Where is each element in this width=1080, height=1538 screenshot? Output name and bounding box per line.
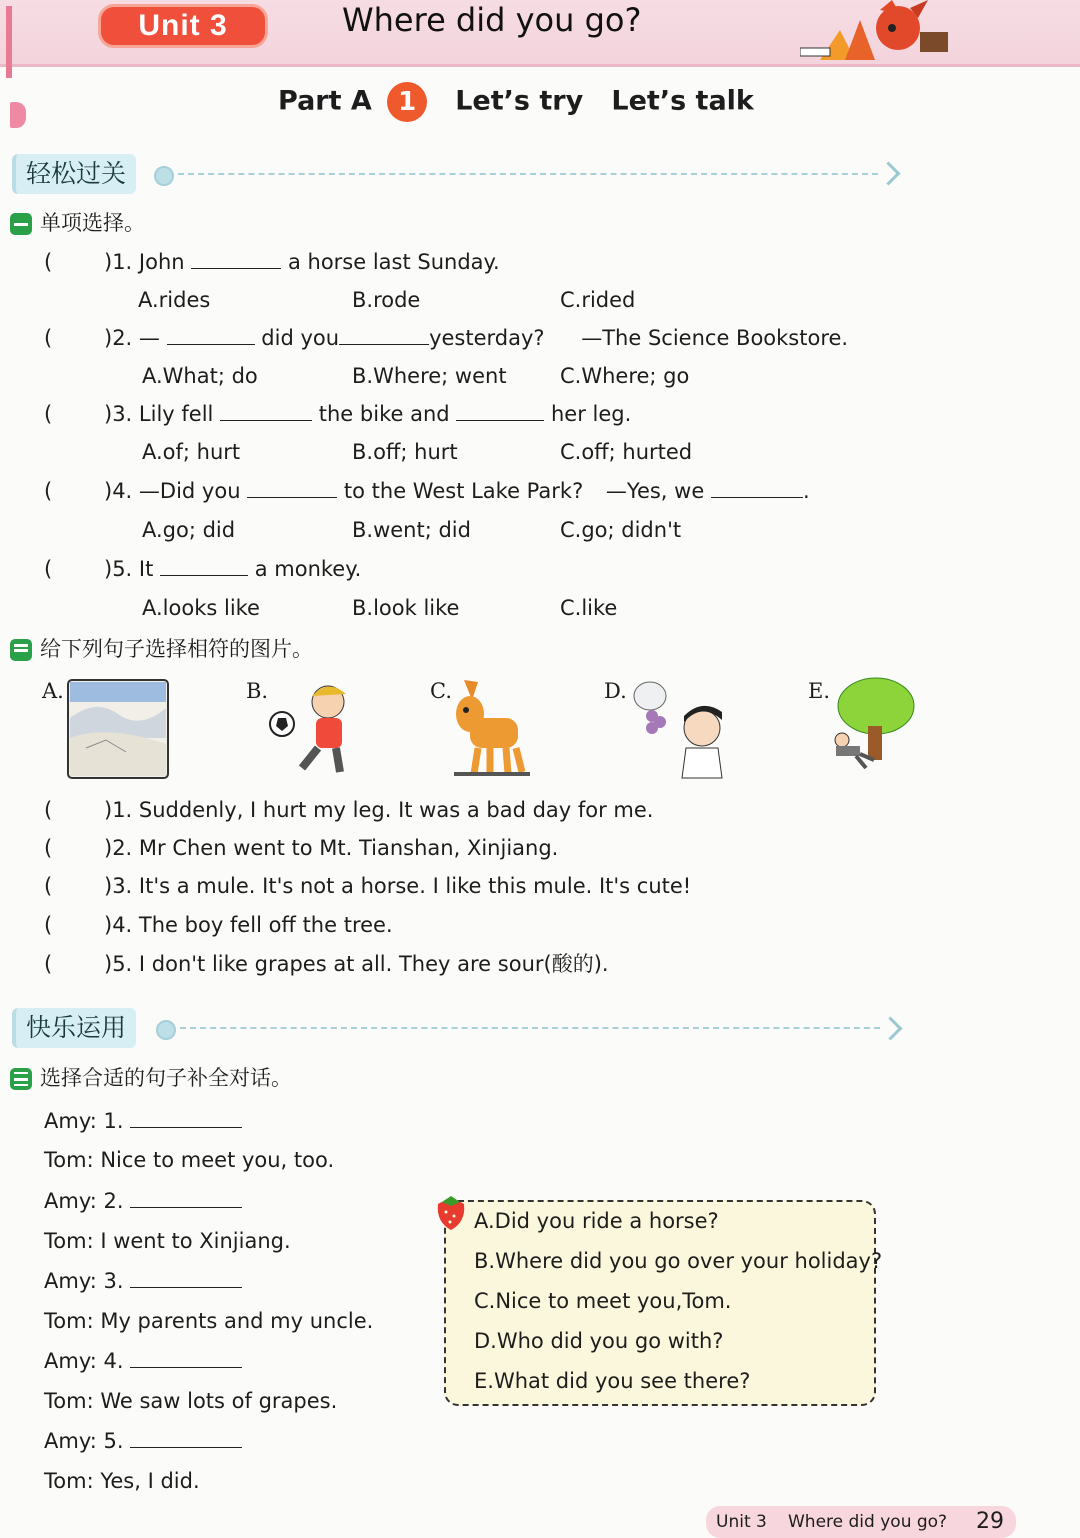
question-4 bbox=[104, 477, 810, 505]
picture-sentence-2: )2. Mr Chen went to Mt. Tianshan, Xinjiang. bbox=[104, 836, 559, 860]
question-text: —Yes, we bbox=[605, 479, 705, 503]
answer-blank[interactable] bbox=[160, 555, 248, 576]
dialogue-text: 5. bbox=[103, 1429, 124, 1453]
dialogue-line bbox=[44, 1267, 242, 1295]
picture-letter-e: E. bbox=[808, 679, 831, 703]
mountain-landscape-picture bbox=[66, 678, 170, 780]
answer-blank[interactable] bbox=[456, 400, 544, 421]
answer-paren: ( bbox=[44, 479, 53, 503]
question-1 bbox=[104, 248, 500, 276]
dialogue-option-c: C.Nice to meet you,Tom. bbox=[474, 1289, 732, 1313]
dialogue-text: 2. bbox=[103, 1189, 124, 1213]
speaker: Amy: bbox=[44, 1269, 97, 1293]
question-text: John bbox=[138, 250, 185, 274]
dialogue-line bbox=[44, 1387, 337, 1415]
part-heading bbox=[278, 82, 754, 122]
question-text: . bbox=[802, 479, 810, 503]
answer-blank[interactable] bbox=[247, 477, 337, 498]
speaker: Amy: bbox=[44, 1429, 97, 1453]
speaker: Tom: bbox=[44, 1389, 94, 1413]
question-text: yesterday? bbox=[429, 326, 545, 350]
option: A.looks like bbox=[142, 596, 260, 620]
speaker: Amy: bbox=[44, 1109, 97, 1133]
question-text: —The Science Bookstore. bbox=[581, 326, 849, 350]
task2-heading-text: 给下列句子选择相符的图片。 bbox=[40, 637, 313, 661]
part-label: Part A bbox=[278, 85, 372, 117]
question-text: a monkey. bbox=[254, 557, 362, 581]
task-one-icon bbox=[10, 213, 32, 235]
speaker: Tom: bbox=[44, 1469, 94, 1493]
section-arrow-icon bbox=[878, 1016, 902, 1040]
question-2 bbox=[104, 324, 848, 352]
dialogue-text: We saw lots of grapes. bbox=[100, 1389, 338, 1413]
answer-paren: ( bbox=[44, 557, 53, 581]
task3-heading-text: 选择合适的句子补全对话。 bbox=[40, 1066, 292, 1090]
fox-mascot-illustration bbox=[800, 0, 950, 62]
answer-paren: ( bbox=[44, 402, 53, 426]
picture-sentence-1: )1. Suddenly, I hurt my leg. It was a bad day for me. bbox=[104, 798, 654, 822]
option: B.Where; went bbox=[352, 364, 507, 388]
dialogue-line bbox=[44, 1467, 200, 1495]
question-3 bbox=[104, 400, 631, 428]
speaker: Amy: bbox=[44, 1189, 97, 1213]
question-text: — bbox=[138, 326, 160, 350]
section-dashed-line bbox=[178, 173, 878, 175]
unit-badge: Unit 3 bbox=[98, 4, 268, 48]
dialogue-options-box bbox=[444, 1200, 883, 1406]
dialogue-text: Yes, I did. bbox=[100, 1469, 200, 1493]
page-tab-mark bbox=[10, 102, 26, 128]
option: A.of; hurt bbox=[142, 440, 241, 464]
task-two-icon bbox=[10, 639, 32, 661]
answer-paren: ( bbox=[44, 913, 53, 937]
option: A.rides bbox=[138, 288, 211, 312]
dialogue-text: I went to Xinjiang. bbox=[100, 1229, 291, 1253]
dialogue-text: My parents and my uncle. bbox=[100, 1309, 374, 1333]
answer-paren: ( bbox=[44, 250, 53, 274]
question-number: )2. bbox=[104, 326, 133, 350]
dialogue-line bbox=[44, 1107, 242, 1135]
speaker: Amy: bbox=[44, 1349, 97, 1373]
footer-unit: Unit 3 bbox=[716, 1512, 767, 1532]
answer-blank[interactable] bbox=[339, 324, 429, 345]
unit-title: Where did you go? bbox=[342, 1, 642, 39]
section-dot bbox=[156, 1020, 176, 1040]
task1-heading-text: 单项选择。 bbox=[40, 211, 145, 235]
part-sections: Let’s try Let’s talk bbox=[455, 85, 754, 117]
page-edge-mark bbox=[6, 6, 12, 78]
task1-heading bbox=[10, 208, 145, 238]
option: C.off; hurted bbox=[560, 440, 693, 464]
dialogue-line bbox=[44, 1307, 373, 1335]
answer-paren: ( bbox=[44, 798, 53, 822]
page-number: 29 bbox=[976, 1509, 1004, 1534]
dialogue-line bbox=[44, 1187, 242, 1215]
section-label-apply: 快乐运用 bbox=[12, 1008, 136, 1048]
speaker: Tom: bbox=[44, 1148, 94, 1172]
dialogue-option-b: B.Where did you go over your holiday? bbox=[474, 1249, 883, 1273]
question-number: )4. bbox=[104, 479, 133, 503]
question-text: the bike and bbox=[318, 402, 450, 426]
question-text: —Did you bbox=[138, 479, 241, 503]
task3-heading bbox=[10, 1063, 292, 1093]
boy-football-picture bbox=[266, 676, 356, 776]
answer-blank[interactable] bbox=[130, 1427, 242, 1448]
option: B.look like bbox=[352, 596, 460, 620]
girl-grapes-picture bbox=[626, 676, 730, 782]
dialogue-line bbox=[44, 1146, 334, 1174]
picture-letter-a: A. bbox=[42, 679, 64, 703]
answer-blank[interactable] bbox=[711, 477, 803, 498]
option: C.like bbox=[560, 596, 618, 620]
picture-sentence-4: )4. The boy fell off the tree. bbox=[104, 913, 393, 937]
picture-letter-b: B. bbox=[246, 679, 269, 703]
option: A.go; did bbox=[142, 518, 236, 542]
answer-blank[interactable] bbox=[191, 248, 281, 269]
answer-paren: ( bbox=[44, 326, 53, 350]
answer-blank[interactable] bbox=[220, 400, 312, 421]
question-text: did you bbox=[261, 326, 340, 350]
option: C.Where; go bbox=[560, 364, 690, 388]
picture-sentence-5: )5. I don't like grapes at all. They are sour(酸的). bbox=[104, 952, 609, 976]
option: C.rided bbox=[560, 288, 636, 312]
question-number: )1. bbox=[104, 250, 133, 274]
mule-picture bbox=[450, 678, 532, 780]
option: A.What; do bbox=[142, 364, 258, 388]
answer-paren: ( bbox=[44, 874, 53, 898]
section-dashed-line bbox=[180, 1027, 880, 1029]
dialogue-option-e: E.What did you see there? bbox=[474, 1369, 751, 1393]
option: B.went; did bbox=[352, 518, 471, 542]
dialogue-option-a: A.Did you ride a horse? bbox=[474, 1209, 719, 1233]
dialogue-line bbox=[44, 1227, 291, 1255]
question-text: her leg. bbox=[550, 402, 632, 426]
question-text: It bbox=[138, 557, 154, 581]
question-number: )5. bbox=[104, 557, 133, 581]
task-three-icon bbox=[10, 1068, 32, 1090]
answer-blank[interactable] bbox=[167, 324, 255, 345]
picture-letter-d: D. bbox=[604, 679, 627, 703]
dialogue-line bbox=[44, 1427, 242, 1455]
dialogue-text: 3. bbox=[103, 1269, 124, 1293]
answer-paren: ( bbox=[44, 952, 53, 976]
option: B.rode bbox=[352, 288, 421, 312]
dialogue-option-d: D.Who did you go with? bbox=[474, 1329, 724, 1353]
question-number: )3. bbox=[104, 402, 133, 426]
strawberry-icon bbox=[432, 1192, 470, 1232]
option: C.go; didn't bbox=[560, 518, 682, 542]
speaker: Tom: bbox=[44, 1229, 94, 1253]
question-text: a horse last Sunday. bbox=[287, 250, 500, 274]
dialogue-text: 1. bbox=[103, 1109, 124, 1133]
question-text: Lily fell bbox=[138, 402, 214, 426]
option: B.off; hurt bbox=[352, 440, 458, 464]
section-arrow-icon bbox=[876, 161, 900, 185]
footer-title: Where did you go? bbox=[788, 1512, 948, 1532]
boy-fell-tree-picture bbox=[826, 676, 918, 772]
page-footer bbox=[706, 1506, 1016, 1538]
task2-heading bbox=[10, 634, 313, 664]
answer-blank[interactable] bbox=[130, 1107, 242, 1128]
dialogue-text: Nice to meet you, too. bbox=[100, 1148, 335, 1172]
question-text: to the West Lake Park? bbox=[343, 479, 584, 503]
section-label-easy: 轻松过关 bbox=[12, 154, 136, 194]
speaker: Tom: bbox=[44, 1309, 94, 1333]
answer-paren: ( bbox=[44, 836, 53, 860]
part-number-badge: 1 bbox=[387, 82, 427, 122]
section-dot bbox=[154, 166, 174, 186]
dialogue-line bbox=[44, 1347, 242, 1375]
picture-sentence-3: )3. It's a mule. It's not a horse. I like this mule. It's cute! bbox=[104, 874, 692, 898]
picture-letter-c: C. bbox=[430, 679, 452, 703]
question-5 bbox=[104, 555, 361, 583]
answer-blank[interactable] bbox=[130, 1267, 242, 1288]
dialogue-text: 4. bbox=[103, 1349, 124, 1373]
answer-blank[interactable] bbox=[130, 1187, 242, 1208]
answer-blank[interactable] bbox=[130, 1347, 242, 1368]
